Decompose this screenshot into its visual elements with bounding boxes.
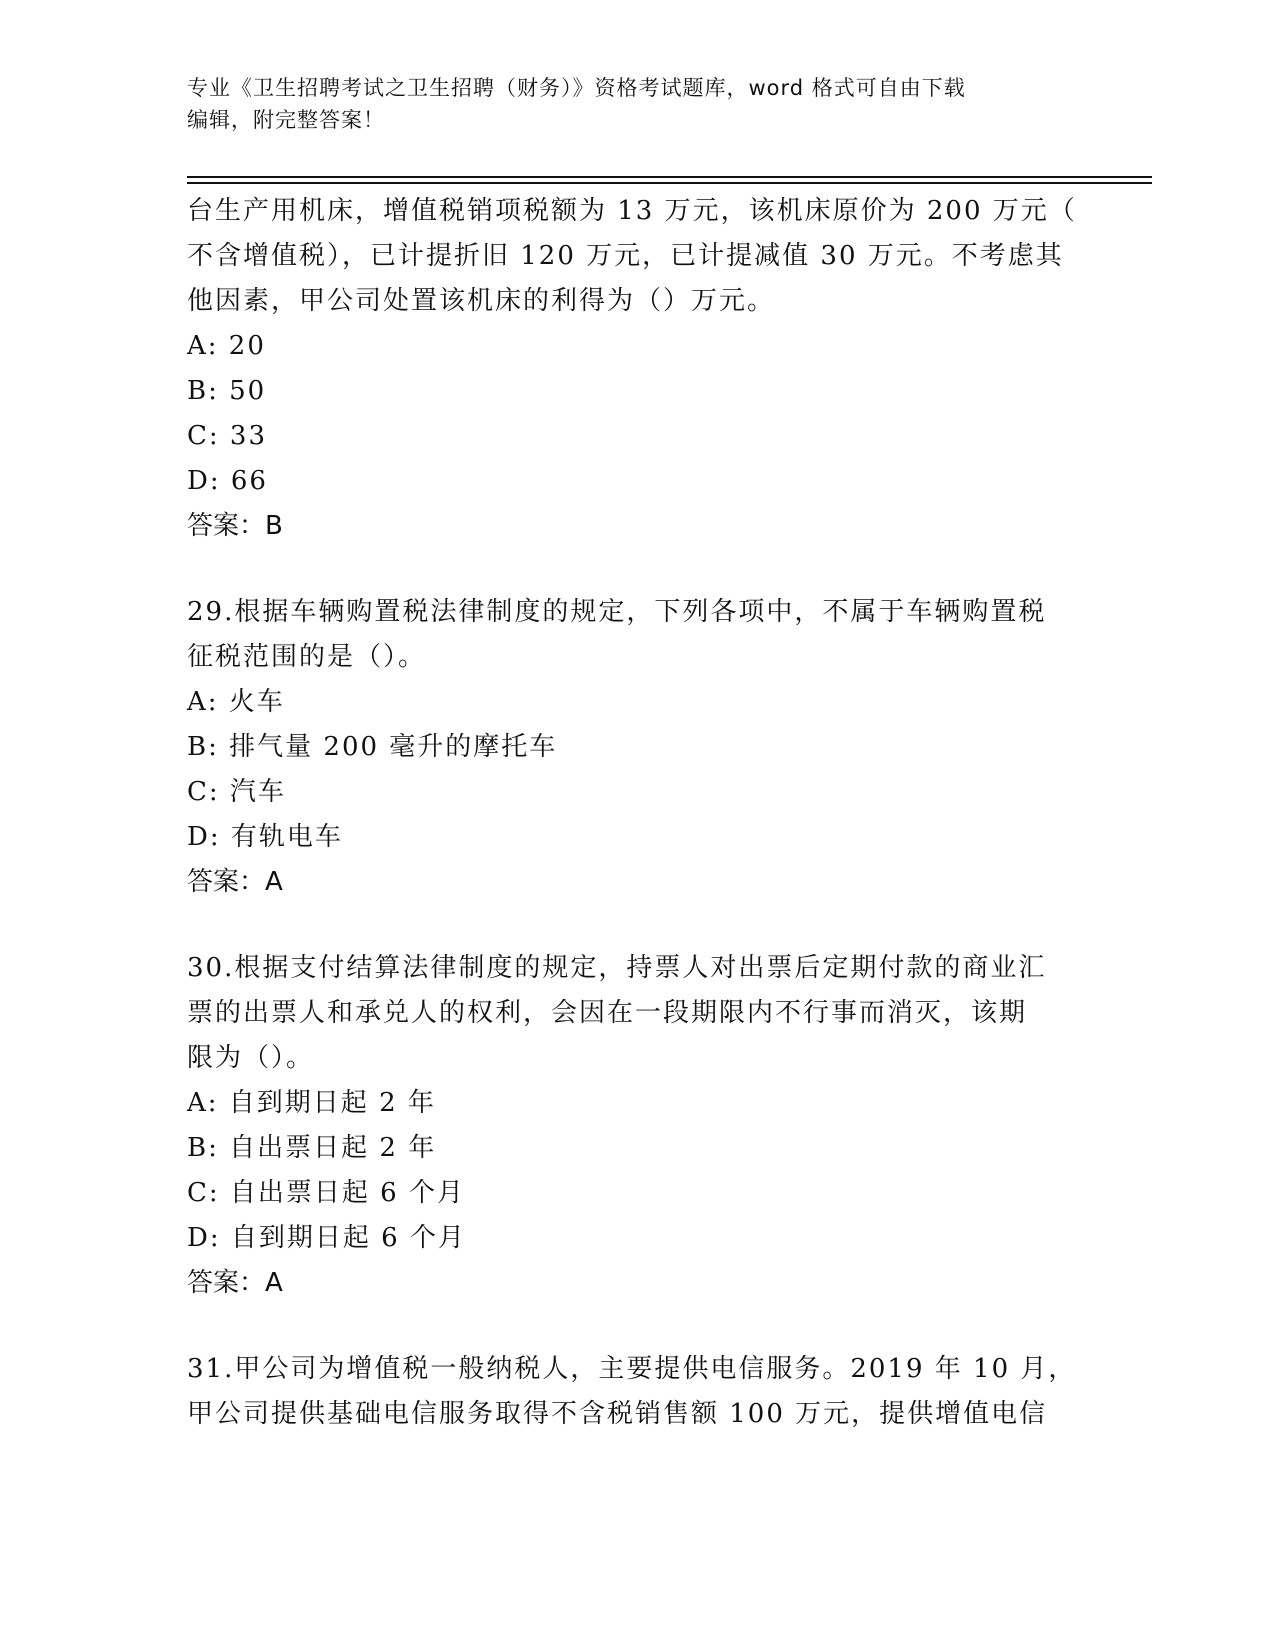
header-divider-top (187, 176, 1152, 178)
header-divider-bottom (187, 182, 1152, 184)
question-text-line: 29.根据车辆购置税法律制度的规定，下列各项中，不属于车辆购置税 (187, 597, 1047, 627)
question-text-line: 征税范围的是（）。 (187, 642, 427, 672)
question-30 (187, 946, 1077, 1306)
option-d: D: 66 (187, 466, 268, 496)
option-d: D: 自到期日起 6 个月 (187, 1223, 466, 1253)
header-line-1: 专业《卫生招聘考试之卫生招聘（财务）》资格考试题库，word 格式可自由下载 (187, 76, 966, 100)
answer-line: 答案：B (187, 511, 283, 541)
question-text-line: 票的出票人和承兑人的权利，会因在一段期限内不行事而消灭，该期 (187, 998, 1028, 1028)
option-a: A: 20 (187, 331, 266, 361)
question-text-line: 他因素，甲公司处置该机床的利得为（）万元。 (187, 286, 776, 316)
option-a: A: 自到期日起 2 年 (187, 1088, 436, 1118)
question-text-line: 台生产用机床，增值税销项税额为 13 万元，该机床原价为 200 万元（ (187, 196, 1077, 226)
question-text-line: 不含增值税），已计提折旧 120 万元，已计提减值 30 万元。不考虑其 (187, 241, 1064, 271)
option-b: B: 排气量 200 毫升的摩托车 (187, 732, 558, 762)
question-text-line: 31.甲公司为增值税一般纳税人，主要提供电信服务。2019 年 10 月， (187, 1354, 1077, 1384)
option-b: B: 50 (187, 376, 267, 406)
document-header (187, 72, 1077, 136)
question-31 (187, 1347, 1077, 1437)
question-28 (187, 189, 1077, 549)
option-c: C: 汽车 (187, 777, 286, 807)
option-d: D: 有轨电车 (187, 822, 343, 852)
answer-line: 答案：A (187, 1268, 283, 1298)
option-b: B: 自出票日起 2 年 (187, 1133, 437, 1163)
answer-line: 答案：A (187, 867, 283, 897)
question-text-line: 甲公司提供基础电信服务取得不含税销售额 100 万元，提供增值电信 (187, 1399, 1048, 1429)
question-text-line: 限为（）。 (187, 1043, 315, 1073)
option-c: C: 33 (187, 421, 268, 451)
question-29 (187, 590, 1077, 905)
option-a: A: 火车 (187, 687, 285, 717)
header-line-2: 编辑，附完整答案！ (187, 108, 385, 132)
option-c: C: 自出票日起 6 个月 (187, 1178, 465, 1208)
question-text-line: 30.根据支付结算法律制度的规定，持票人对出票后定期付款的商业汇 (187, 953, 1047, 983)
document-body (187, 189, 1077, 1437)
